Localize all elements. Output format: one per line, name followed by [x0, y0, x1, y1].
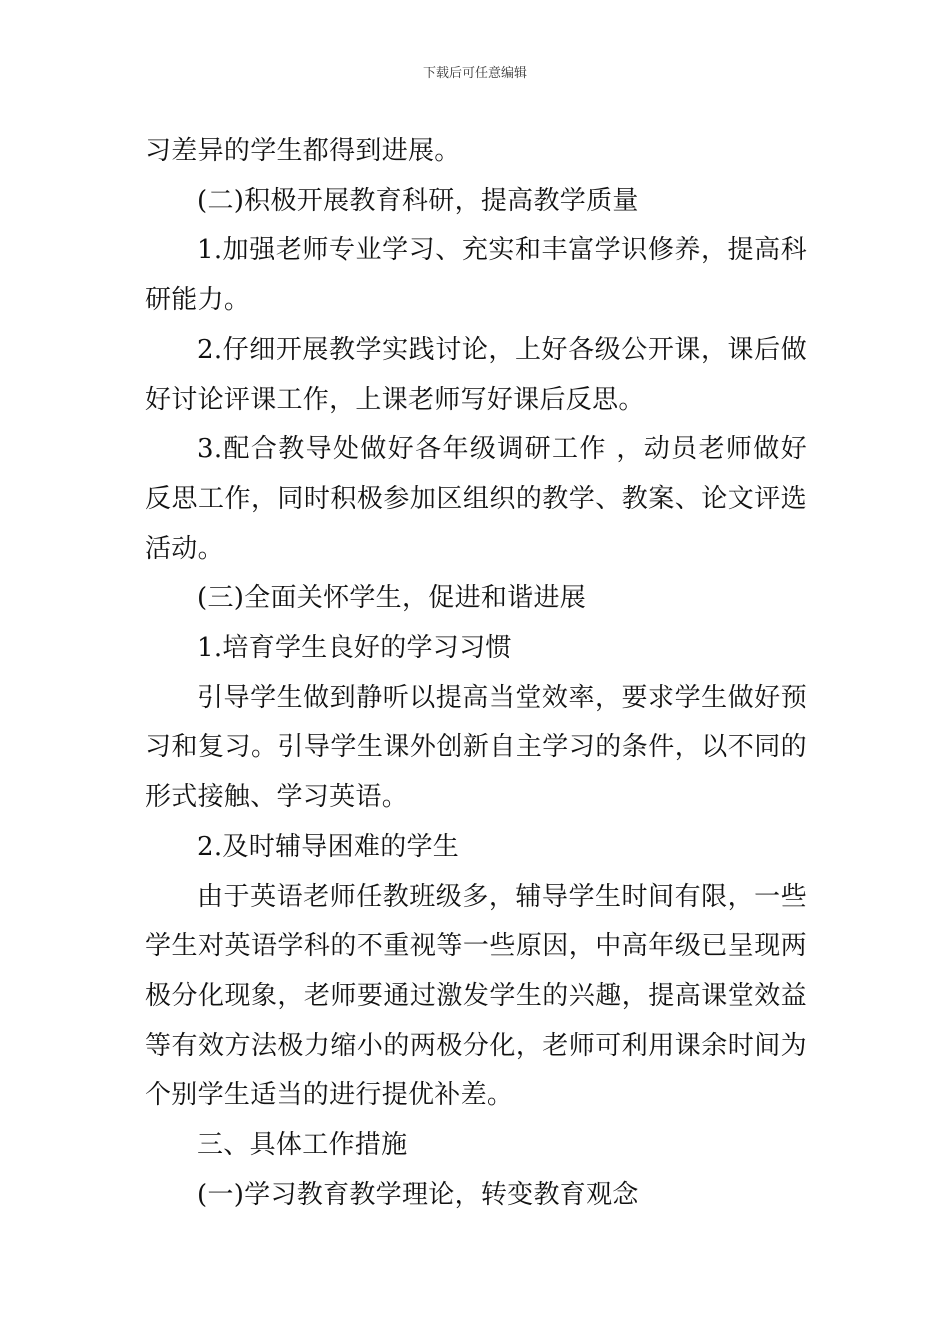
list-item-2: 2.仔细开展教学实践讨论，上好各级公开课，课后做好讨论评课工作，上课老师写好课后反思。: [145, 334, 807, 415]
section-heading-1: (一)学习教育教学理论，转变教育观念: [197, 1179, 639, 1210]
paragraph-tutoring: 由于英语老师任教班级多，辅导学生时间有限，一些学生对英语学科的不重视等一些原因，中高年级已呈现两极分化现象，老师要通过激发学生的兴趣，提高课堂效益等有效方法极力缩小的两极分化，老师可利用课余时间为个别学生适当的进行提优补差。: [145, 881, 807, 1111]
list-item-3: 3.配合教导处做好各年级调研工作 ，动员老师做好反思工作，同时积极参加区组织的教学、教案、论文评选活动。: [145, 434, 807, 564]
page-header: 下载后可任意编辑: [422, 66, 527, 81]
subheading-habits: 1.培育学生良好的学习习惯: [197, 633, 512, 664]
paragraph-habits: 引导学生做到静听以提高当堂效率，要求学生做好预习和复习。引导学生课外创新自主学习的条件，以不同的形式接触、学习英语。: [145, 682, 807, 813]
section-heading-3: (三)全面关怀学生，促进和谐进展: [197, 583, 587, 614]
subheading-tutoring: 2.及时辅导困难的学生: [197, 831, 460, 862]
chapter-heading-measures: 三、具体工作措施: [197, 1130, 408, 1161]
list-item-1: 1.加强老师专业学习、充实和丰富学识修养，提高科研能力。: [145, 235, 807, 316]
document-body: [145, 127, 807, 1220]
section-heading-2: (二)积极开展教育科研，提高教学质量: [197, 185, 639, 216]
paragraph-continuation: 习差异的学生都得到进展。: [145, 136, 461, 166]
